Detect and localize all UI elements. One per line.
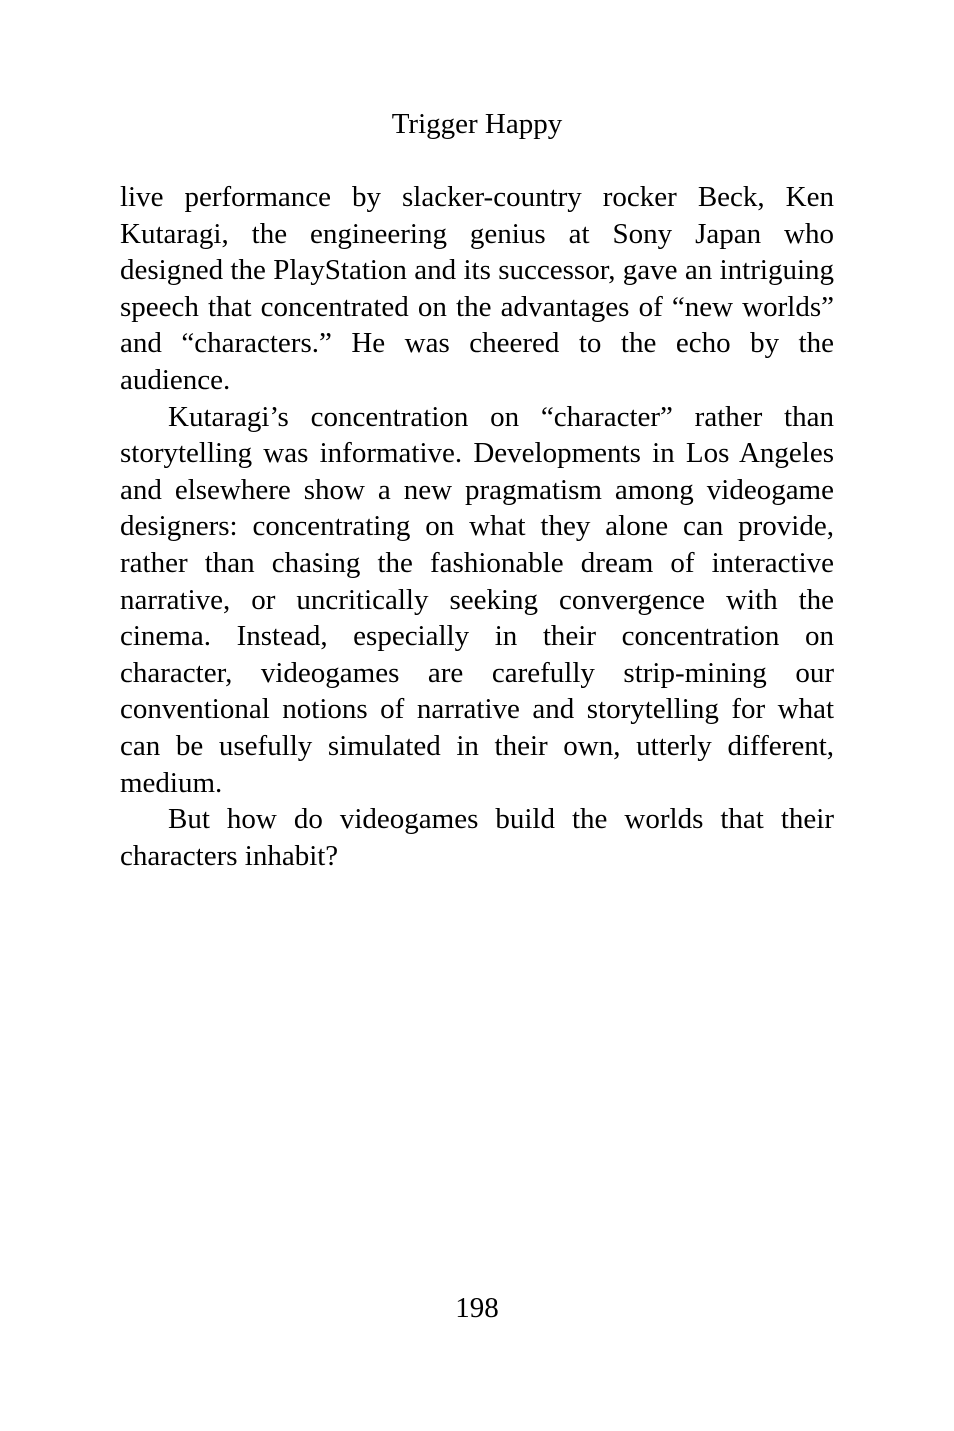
paragraph-continued: live performance by slacker-country rocker Beck, Ken Kutaragi, the engineering genius at Sony Japan who designed the PlayStation and its successor, gave an intriguing speech that concentrated on the advantages of “new worlds” and “characters.” He was cheered to the echo by the audience. [120, 181, 834, 396]
body-text [120, 179, 834, 874]
paragraph: But how do videogames build the worlds that their characters inhabit? [120, 803, 834, 872]
page-number: 198 [455, 1292, 499, 1324]
running-head-title: Trigger Happy [391, 108, 563, 140]
paragraph: Kutaragi’s concentration on “character” rather than storytelling was informative. Developments in Los Angeles and elsewhere show a new pragmatism among videogame designers: concentrating on what they alone can provide, rather than chasing the fashionable dream of interactive narrative, or uncritically seeking convergence with the cinema. Instead, especially in their concentration on character, videogames are carefully strip-mining our conventional notions of narrative and storytelling for what can be usefully simulated in their own, utterly different, medium. [120, 400, 834, 799]
